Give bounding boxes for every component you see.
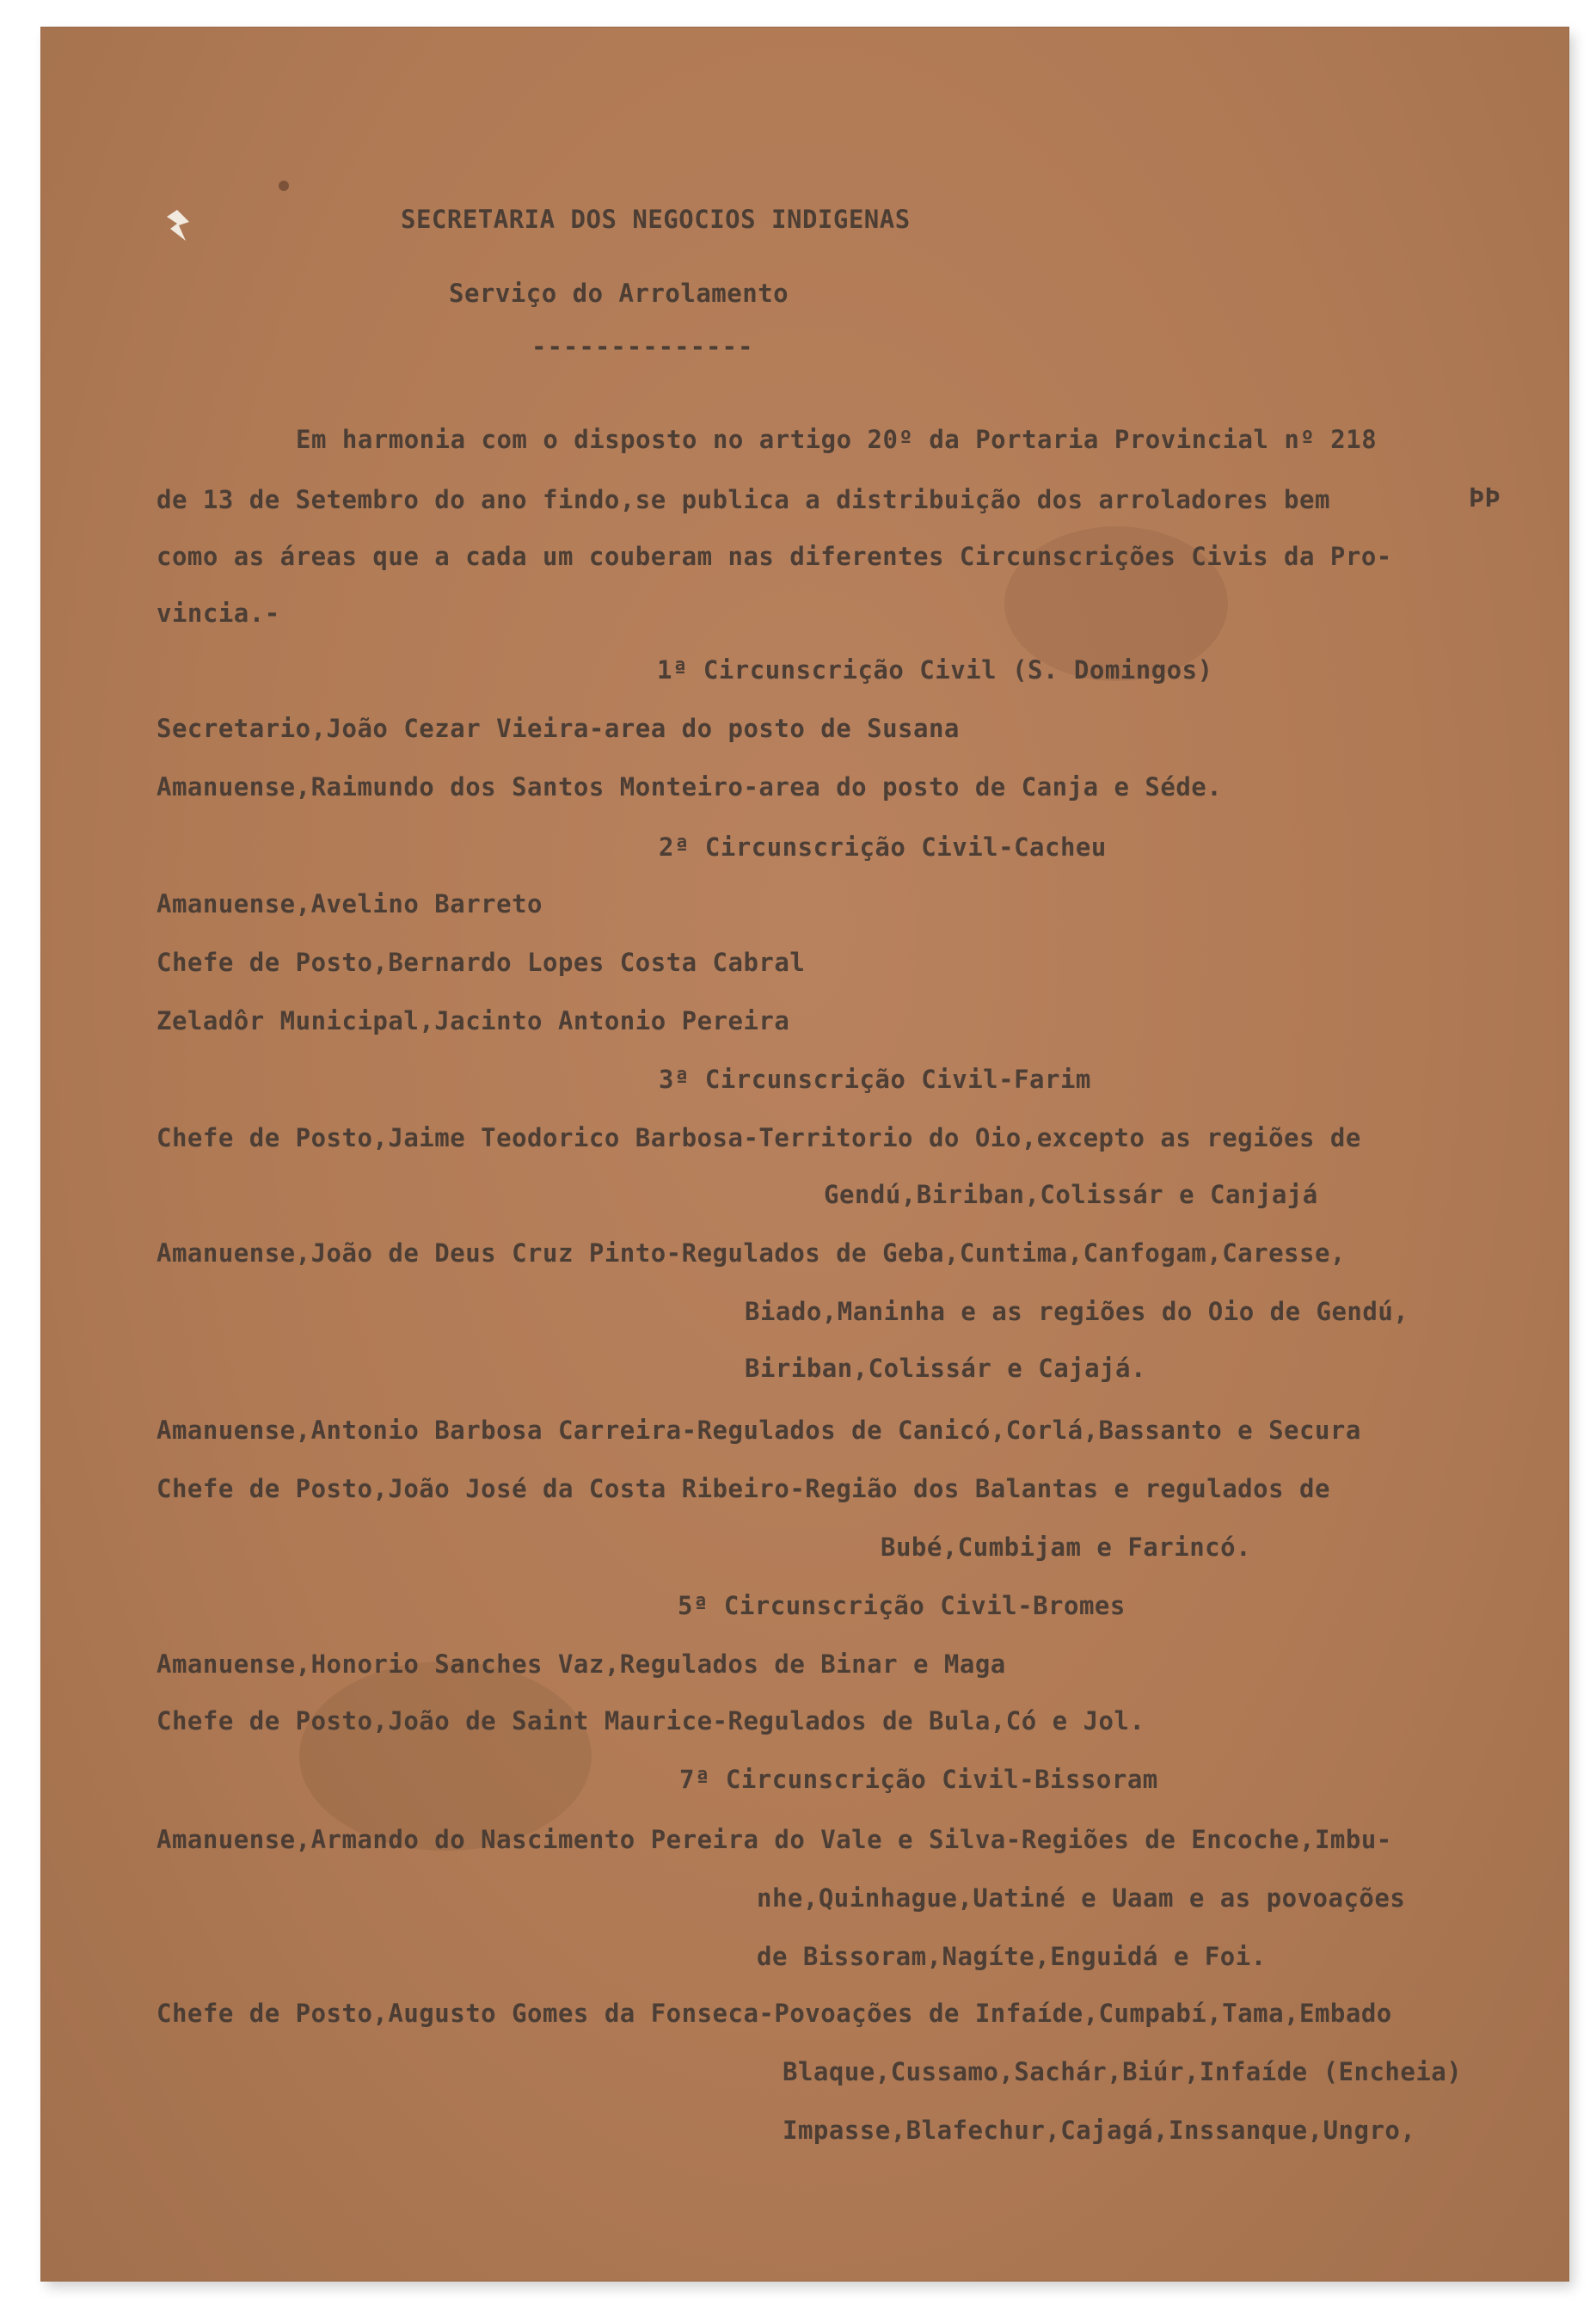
header-rule: -------------- (531, 332, 754, 361)
section-heading-7: 7ª Circunscrição Civil-Bissoram (679, 1765, 1158, 1794)
paper-stain (299, 1662, 592, 1851)
section-3-line-2: Gendú,Biriban,Colissár e Canjajá (824, 1180, 1318, 1209)
section-1-line-1: Secretario,João Cezar Vieira-area do posto de Susana (157, 714, 960, 743)
section-7-line-1: Amanuense,Armando do Nascimento Pereira do Vale e Silva-Regiões de Encoche,Imbu- (157, 1825, 1392, 1854)
document-page (41, 28, 1568, 2281)
section-3-line-5: Biriban,Colissár e Cajajá. (745, 1354, 1146, 1383)
section-heading-2: 2ª Circunscrição Civil-Cacheu (659, 832, 1107, 862)
intro-line-2: de 13 de Setembro do ano findo,se publica a distribuição dos arroladores bem (157, 485, 1330, 514)
section-5-line-1: Amanuense,Honorio Sanches Vaz,Regulados de Binar e Maga (157, 1649, 1006, 1679)
section-3-line-6: Amanuense,Antonio Barbosa Carreira-Regulados de Canicó,Corlá,Bassanto e Secura (157, 1416, 1361, 1445)
section-7-line-5: Blaque,Cussamo,Sachár,Biúr,Infaíde (Encheia) (783, 2057, 1463, 2086)
paper-tear-mark (160, 203, 194, 255)
section-heading-1: 1ª Circunscrição Civil (S. Domingos) (657, 655, 1213, 685)
intro-line-1: Em harmonia com o disposto no artigo 20º da Portaria Provincial nº 218 (296, 425, 1378, 454)
paper-spot (279, 181, 289, 191)
section-3-line-8: Bubé,Cumbijam e Farincó. (881, 1533, 1252, 1562)
section-2-line-1: Amanuense,Avelino Barreto (157, 889, 543, 918)
section-heading-3: 3ª Circunscrição Civil-Farim (659, 1065, 1091, 1094)
section-2-line-2: Chefe de Posto,Bernardo Lopes Costa Cabral (157, 948, 806, 977)
section-1-line-2: Amanuense,Raimundo dos Santos Monteiro-area do posto de Canja e Séde. (157, 772, 1223, 802)
section-3-line-1: Chefe de Posto,Jaime Teodorico Barbosa-Territorio do Oio,excepto as regiões de (157, 1123, 1361, 1152)
section-7-line-4: Chefe de Posto,Augusto Gomes da Fonseca-Povoações de Infaíde,Cumpabí,Tama,Embado (157, 1999, 1392, 2028)
section-3-line-3: Amanuense,João de Deus Cruz Pinto-Regulados de Geba,Cuntima,Canfogam,Caresse, (157, 1238, 1346, 1268)
document-subtitle: Serviço do Arrolamento (449, 279, 789, 308)
section-heading-5: 5ª Circunscrição Civil-Bromes (678, 1591, 1126, 1620)
margin-mark: ÞÞ (1469, 483, 1501, 513)
section-3-line-4: Biado,Maninha e as regiões do Oio de Gendú, (745, 1297, 1409, 1326)
intro-line-3: como as áreas que a cada um couberam nas diferentes Circunscrições Civis da Pro- (157, 542, 1392, 571)
section-2-line-3: Zeladôr Municipal,Jacinto Antonio Pereira (157, 1006, 790, 1035)
section-7-line-3: de Bissoram,Nagíte,Enguidá e Foi. (757, 1942, 1267, 1971)
document-title: SECRETARIA DOS NEGOCIOS INDIGENAS (401, 205, 911, 234)
intro-line-4: vincia.- (157, 599, 280, 628)
section-7-line-6: Impasse,Blafechur,Cajagá,Inssanque,Ungro, (783, 2116, 1416, 2145)
section-7-line-2: nhe,Quinhague,Uatiné e Uaam e as povoações (757, 1883, 1406, 1913)
section-5-line-2: Chefe de Posto,João de Saint Maurice-Regulados de Bula,Có e Jol. (157, 1706, 1145, 1735)
section-3-line-7: Chefe de Posto,João José da Costa Ribeiro-Região dos Balantas e regulados de (157, 1474, 1330, 1503)
